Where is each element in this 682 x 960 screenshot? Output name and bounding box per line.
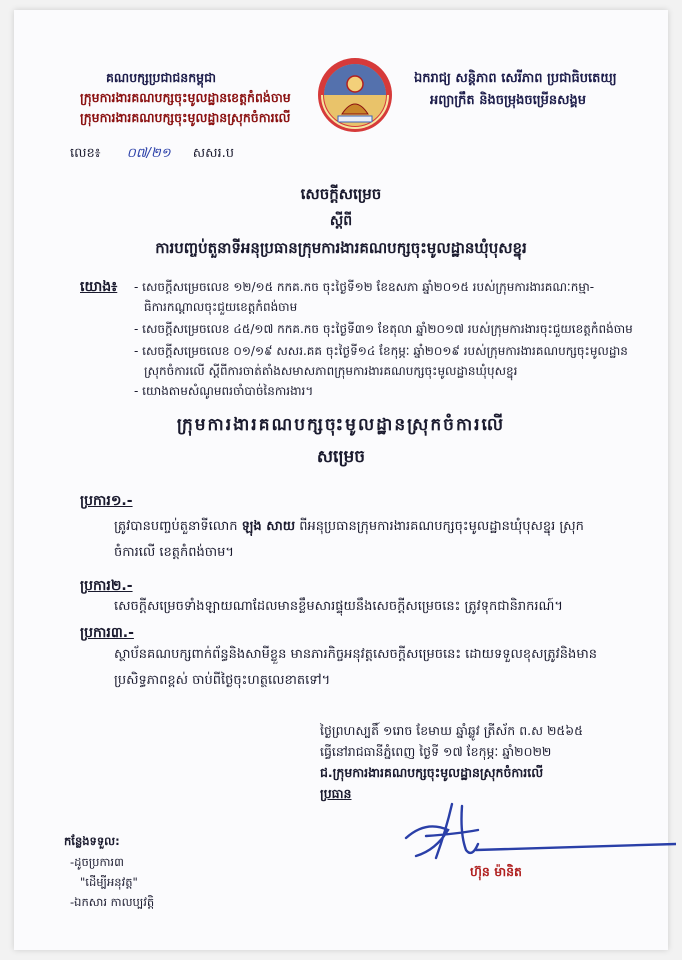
header-district-team: ក្រុមការងារគណបក្សចុះមូលដ្ឋានស្រុកចំការលើ	[80, 110, 291, 125]
header-province-team: ក្រុមការងារគណបក្សចុះមូលដ្ឋានខេត្តកំពង់ចាម	[80, 90, 291, 105]
article-1-text-pre: ត្រូវបានបញ្ចប់តួនាទីលោក	[114, 519, 242, 534]
number-value: ០៧/២១	[126, 146, 171, 161]
article-2-text: សេចក្តីសម្រេចទាំងឡាយណាដែលមានខ្លឹមសារផ្ទុយនឹងសេចក្តីសម្រេចនេះ ត្រូវទុកជានិរាករណ៍។	[114, 599, 563, 614]
lunar-date: ថ្ងៃព្រហស្បតិ៍ ១រោច ខែមាឃ ឆ្នាំឆ្លូវ ត្រីស័ក ព.ស ២៥៦៥	[320, 723, 583, 738]
number-label: លេខ៖	[70, 146, 101, 161]
decision-document	[14, 10, 668, 950]
party-logo-icon	[316, 54, 394, 136]
title-subject: ការបញ្ចប់តួនាទីអនុប្រធានក្រុមការងារគណបក្សចុះមូលដ្ឋានឃុំបុសខ្នុរ	[155, 239, 527, 257]
article-1-person-name: ឡុង សាយ	[241, 519, 296, 534]
basis-label: យោង៖	[80, 279, 118, 295]
basis-item: ស្រុកចំការលើ ស្តីពីការចាត់តាំងសមាសភាពក្រុមការងារគណបក្សចុះមូលដ្ឋានឃុំបុសខ្នុរ	[144, 364, 518, 378]
recipient-item: "ដើម្បីអនុវត្ត"	[80, 875, 138, 889]
recipients-label: កន្លែងទទួល:	[64, 834, 120, 848]
header-party-name: គណបក្សប្រជាជនកម្ពុជា	[106, 70, 216, 85]
authority-decides: សម្រេច	[316, 447, 366, 467]
article-1-heading: ប្រការ១.-	[80, 493, 133, 509]
title-about: ស្តីពី	[329, 213, 353, 229]
signatory-organization: ជ.ក្រុមការងារគណបក្សចុះមូលដ្ឋានស្រុកចំការលើ	[320, 765, 544, 780]
document-number	[70, 145, 234, 164]
basis-item: - សេចក្តីសម្រេចលេខ ០១/១៩ សសរ.គគ ចុះថ្ងៃទី១៤ ខែកុម្ភៈ ឆ្នាំ២០១៩ របស់ក្រុមការងារគណបក្សចុះមូលដ្ឋាន	[134, 344, 628, 358]
place-date: ធ្វើនៅរាជធានីភ្នំពេញ ថ្ងៃទី ១៧ ខែកុម្ភៈ ឆ្នាំ២០២២	[320, 744, 552, 759]
signatory-name: ហ៊ុន ម៉ានិត	[470, 864, 522, 879]
article-3-text: ស្ថាប័នគណបក្សពាក់ព័ន្ធនិងសាមីខ្លួន មានភារកិច្ចអនុវត្តសេចក្តីសម្រេចនេះ ដោយទទួលខុសត្រូវនិងមានប្រសិទ្ធភាពខ្ពស់ ចាប់ពីថ្ងៃចុះហត្ថលេខាតទៅ។	[114, 647, 597, 688]
authority-name: ក្រុមការងារគណបក្សចុះមូលដ្ឋានស្រុកចំការលើ	[176, 415, 506, 435]
header-motto: ឯករាជ្យ សន្តិភាព សេរីភាព ប្រជាធិបតេយ្យ	[414, 71, 617, 86]
basis-item: - សេចក្តីសម្រេចលេខ ១២/១៥ កកគ.កច ចុះថ្ងៃទី១២ ខែឧសភា ឆ្នាំ២០១៥ របស់ក្រុមការងារគណៈកម្មា-	[134, 280, 595, 294]
article-1-text	[114, 514, 610, 566]
article-1-text-post: ពីអនុប្រធានក្រុមការងារគណបក្សចុះមូលដ្ឋានឃុំបុសខ្នុរ ស្រុកចំការលើ ខេត្តកំពង់ចាម។	[114, 519, 584, 560]
recipient-item: -ឯកសារ កាលប្បវត្តិ	[70, 895, 155, 909]
title-decision: សេចក្តីសម្រេច	[300, 185, 382, 203]
article-2-heading: ប្រការ២.-	[80, 578, 133, 594]
signatory-role: ប្រធាន	[320, 786, 352, 801]
handwritten-signature-icon	[386, 800, 676, 866]
article-3-heading: ប្រការ៣.-	[80, 625, 134, 641]
recipient-item: -ដូចប្រការ៣	[70, 855, 124, 869]
basis-item: - យោងតាមសំណូមពរចាំបាច់នៃការងារ។	[134, 384, 314, 398]
header-motto-line2: អព្យាក្រឹត និងចម្រុងចម្រើនសង្គម	[430, 93, 586, 108]
basis-item: - សេចក្តីសម្រេចលេខ ៤៥/១៧ កកគ.កច ចុះថ្ងៃទី៣១ ខែតុលា ឆ្នាំ២០១៧ របស់ក្រុមការងារចុះជួយខេត្តកំពង់ចាម	[134, 322, 633, 336]
number-suffix: សសរ.ប	[192, 146, 234, 161]
basis-item: ធិការកណ្តាលចុះជួយខេត្តកំពង់ចាម	[144, 300, 298, 314]
